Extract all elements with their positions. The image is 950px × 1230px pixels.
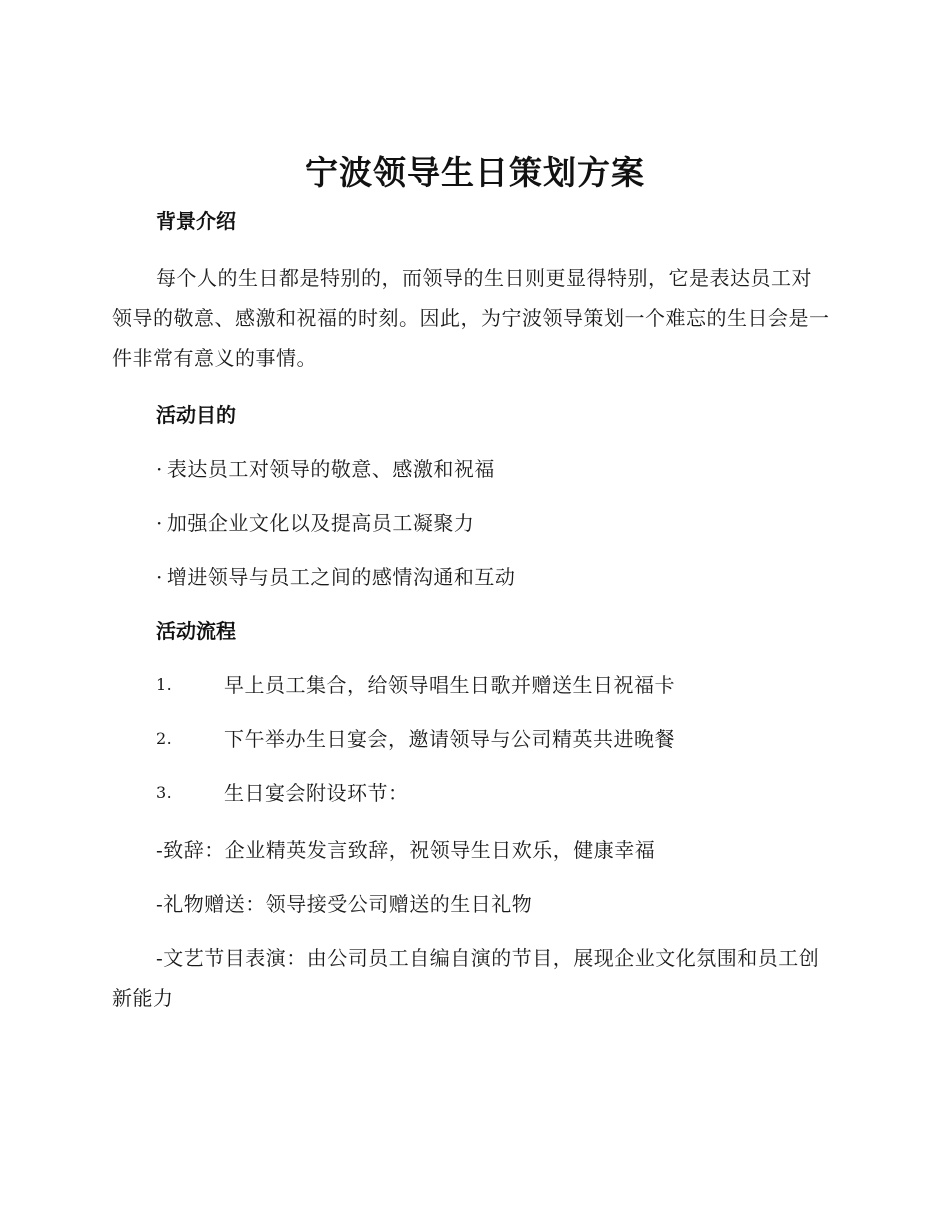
step-text: 下午举办生日宴会，邀请领导与公司精英共进晚餐 (224, 727, 675, 751)
purpose-item-text: 加强企业文化以及提高员工凝聚力 (166, 511, 475, 535)
process-sub-item: -文艺节目表演：由公司员工自编自演的节目，展现企业文化氛围和员工创新能力 (112, 946, 820, 1010)
section-heading-purpose: 活动目的 (156, 403, 236, 427)
step-text: 早上员工集合，给领导唱生日歌并赠送生日祝福卡 (224, 673, 675, 697)
process-step (112, 722, 832, 756)
purpose-list-item (112, 560, 832, 594)
document-title: 宁波领导生日策划方案 (305, 153, 645, 192)
section-heading-background: 背景介绍 (156, 209, 236, 233)
purpose-item-text: 表达员工对领导的敬意、感激和祝福 (166, 457, 495, 481)
step-number: 2. (156, 729, 173, 748)
document-body (112, 204, 832, 1032)
purpose-list-item (112, 506, 832, 540)
purpose-item-text: 增进领导与员工之间的感情沟通和互动 (166, 565, 516, 589)
bullet-marker: · (156, 565, 163, 589)
bullet-marker: · (156, 457, 163, 481)
step-text: 生日宴会附设环节： (224, 781, 409, 805)
process-sub-item: -致辞：企业精英发言致辞，祝领导生日欢乐，健康幸福 (156, 838, 656, 862)
section-heading-process: 活动流程 (156, 619, 236, 643)
bullet-marker: · (156, 511, 163, 535)
purpose-list-item (112, 452, 832, 486)
step-number: 1. (156, 675, 173, 694)
process-step (112, 776, 832, 810)
step-number: 3. (156, 783, 173, 802)
background-paragraph: 每个人的生日都是特别的，而领导的生日则更显得特别，它是表达员工对领导的敬意、感激和祝福的时刻。因此，为宁波领导策划一个难忘的生日会是一件非常有意义的事情。 (112, 266, 830, 370)
process-sub-item: -礼物赠送：领导接受公司赠送的生日礼物 (156, 892, 533, 916)
process-step (112, 668, 832, 702)
